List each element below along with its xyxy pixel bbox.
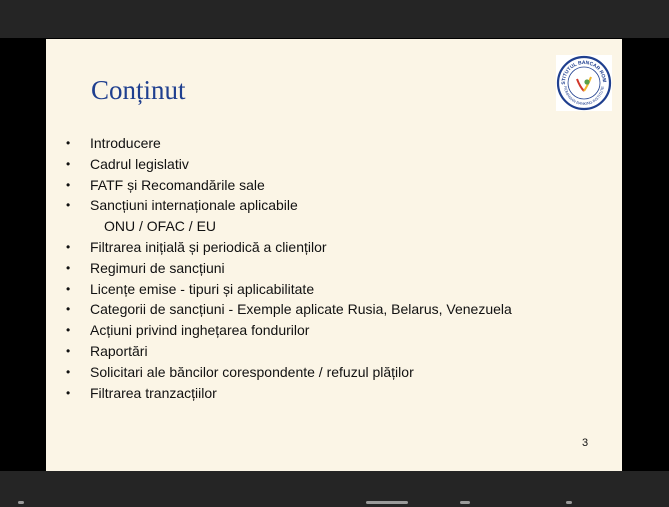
top-toolbar [0, 0, 669, 38]
bullet-icon: • [66, 260, 71, 275]
logo-bottom-text: ROMANIAN BANKING INSTITUTE [563, 85, 605, 107]
bullet-icon: • [66, 198, 71, 213]
list-item: • Filtrarea tranzacțiilor [64, 383, 512, 404]
bullet-icon: • [66, 177, 71, 192]
bullet-icon: • [66, 239, 71, 254]
bullet-icon: • [66, 136, 71, 150]
content-list [64, 133, 512, 403]
bullet-icon: • [66, 323, 71, 338]
bullet-icon: • [66, 281, 71, 296]
bullet-icon: • [66, 156, 71, 171]
toolbar-button-edge[interactable] [460, 501, 470, 504]
toolbar-button-edge[interactable] [566, 501, 572, 504]
list-item: • Sancțiuni internaționale aplicabile [64, 195, 512, 216]
slide-title: Conținut [91, 75, 186, 105]
toolbar-button-edge[interactable] [18, 501, 24, 504]
slide-number: 3 [582, 437, 589, 449]
logo-top-text: STITUTUL BANCAR ROM [560, 59, 608, 85]
list-item: • Cadrul legislativ [64, 154, 512, 175]
bottom-toolbar [0, 471, 669, 507]
list-item: • Acțiuni privind inghețarea fondurilor [64, 320, 512, 341]
list-item: • Regimuri de sancțiuni [64, 258, 512, 279]
toolbar-button-edge[interactable] [366, 501, 408, 504]
toolbar-edge [0, 501, 669, 507]
institute-logo [556, 55, 612, 111]
list-item: • Filtrarea inițială și periodică a clienților [64, 237, 512, 258]
slide [46, 39, 622, 471]
bullet-icon: • [66, 385, 71, 400]
list-item: • Introducere [64, 133, 512, 154]
list-item: • Licențe emise - tipuri și aplicabilitate [64, 279, 512, 300]
bullet-icon: • [66, 302, 71, 317]
list-item: • FATF și Recomandările sale [64, 175, 512, 196]
bullet-icon: • [66, 343, 71, 358]
list-item: • Categorii de sancțiuni - Exemple aplicate Rusia, Belarus, Venezuela [64, 299, 512, 320]
list-item: • Solicitari ale băncilor corespondente / refuzul plăților [64, 362, 512, 383]
list-sub-item: ONU / OFAC / EU [104, 218, 217, 235]
list-item: • Raportări [64, 341, 512, 362]
bullet-icon: • [66, 364, 71, 379]
